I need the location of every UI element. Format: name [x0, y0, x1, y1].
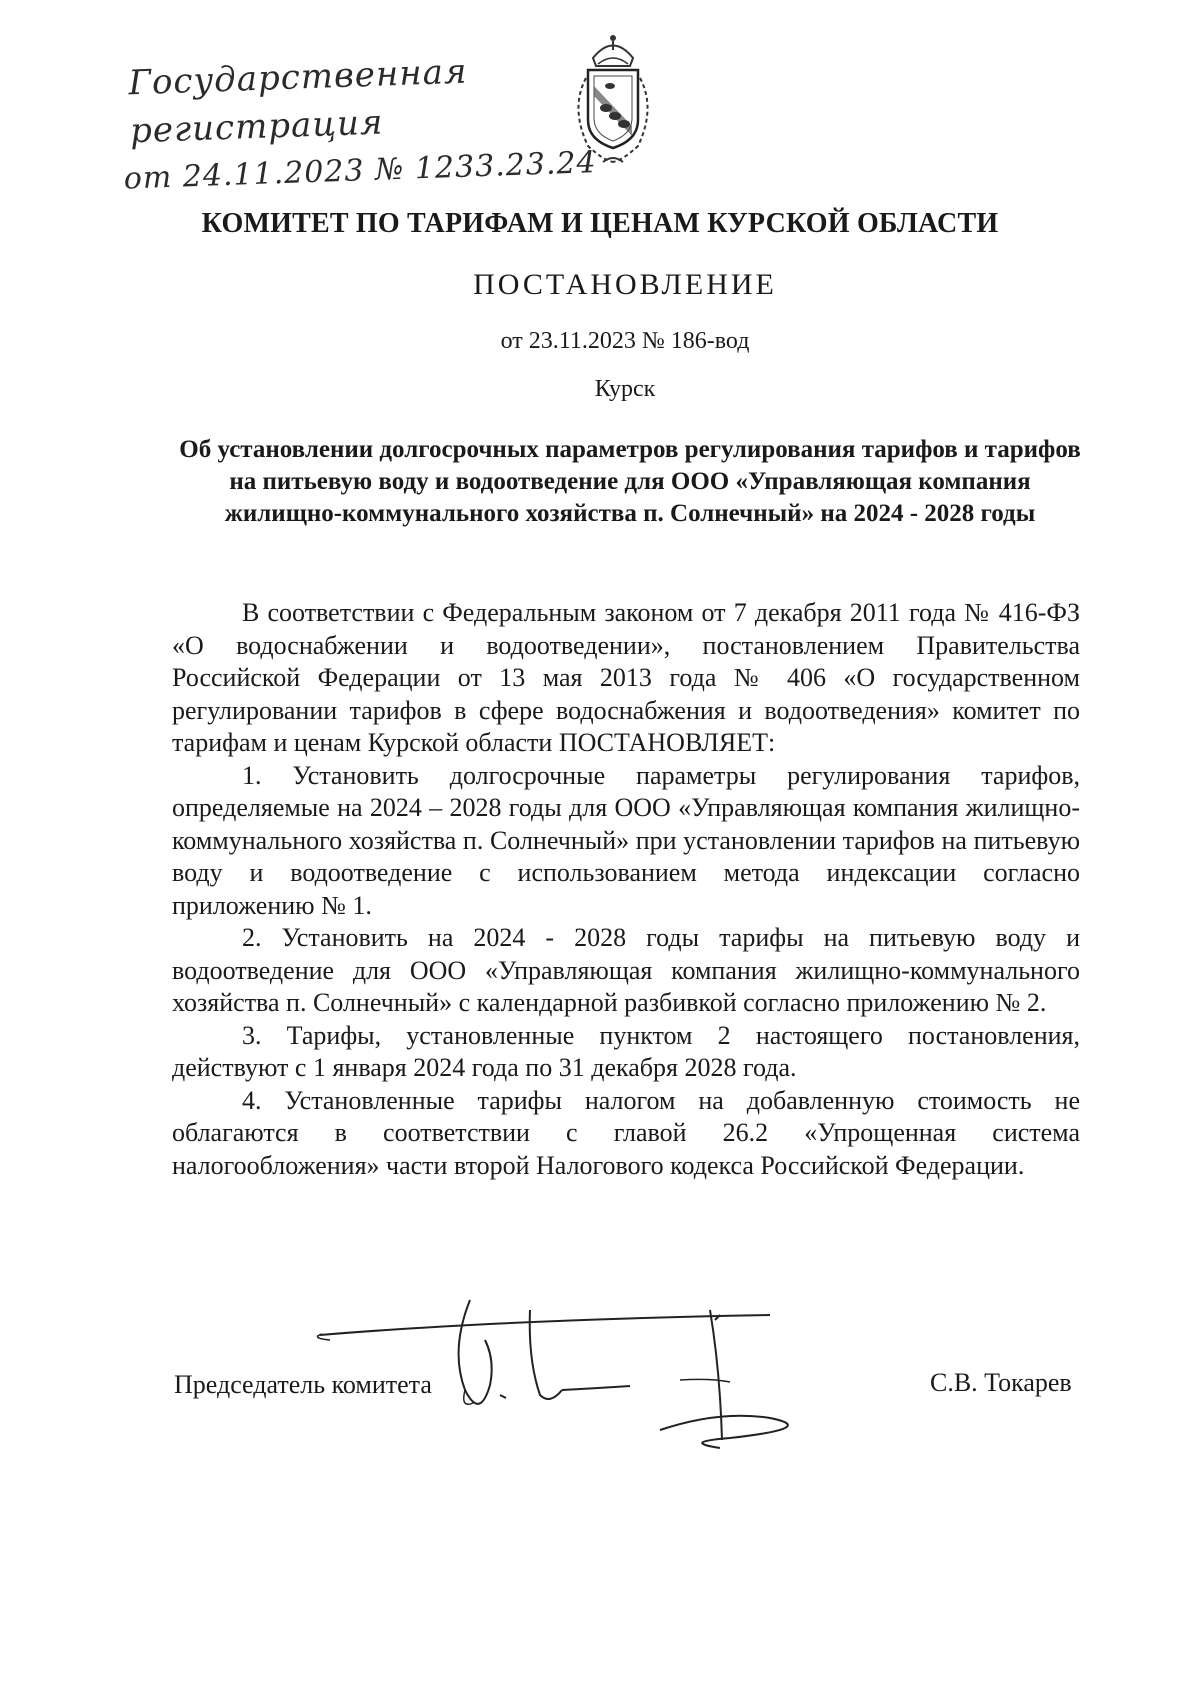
- signatory-position: Председатель комитета: [174, 1370, 432, 1399]
- document-number: от 23.11.2023 № 186-вод: [500, 328, 750, 354]
- paragraph-item-4: 4. Установленные тарифы налогом на добавленную стоимость не облагаются в соответствии с главой 26.2 «Упрощенная система налогообложения» части второй Налогового кодекса Российской Федерации.: [172, 1085, 1080, 1180]
- kursk-coat-of-arms-icon: [558, 28, 668, 168]
- committee-name: КОМИТЕТ ПО ТАРИФАМ И ЦЕНАМ КУРСКОЙ ОБЛАСТИ: [201, 208, 999, 239]
- document-title: Об установлении долгосрочных параметров регулирования тарифов и тарифов на питьевую воду и водоотведение для ООО «Управляющая компания жилищно-коммунального хозяйства п. Солнечный» на 2024 - 2028 годы: [179, 436, 1081, 527]
- document-city: Курск: [594, 376, 656, 402]
- signatory-name: С.В. Токарев: [930, 1368, 1072, 1397]
- document-type: ПОСТАНОВЛЕНИЕ: [473, 268, 777, 301]
- paragraph-item-2: 2. Установить на 2024 - 2028 годы тарифы на питьевую воду и водоотведение для ООО «Управляющая компания жилищно-коммунального хозяйства п. Солнечный» с календарной разбивкой согласно приложению № 2.: [172, 923, 1080, 1017]
- document-body: [172, 597, 1080, 1182]
- registration-note: [123, 45, 598, 204]
- registration-note-line3: от 24.11.2023 № 1233.23.24: [123, 145, 598, 197]
- registration-note-line2: регистрация: [129, 102, 385, 152]
- paragraph-item-1: 1. Установить долгосрочные параметры регулирования тарифов, определяемые на 2024 – 2028 годы для ООО «Управляющая компания жилищно-коммунального хозяйства п. Солнечный» при установлении тарифов на питьевую воду и водоотведение с использованием метода индексации согласно приложению № 1.: [172, 760, 1080, 920]
- paragraph-item-3: 3. Тарифы, установленные пунктом 2 настоящего постановления, действуют с 1 января 2024 года по 31 декабря 2028 года.: [172, 1020, 1080, 1082]
- registration-note-line1: Государственная: [127, 51, 469, 104]
- paragraph-preamble: В соответствии с Федеральным законом от 7 декабря 2011 года № 416-ФЗ «О водоснабжении и водоотведении», постановлением Правительства Российской Федерации от 13 мая 2013 года № 406 «О государственном регулировании тарифов в сфере водоснабжения и водоотведения» комитет по тарифам и ценам Курской области ПОСТАНОВЛЯЕТ:: [172, 598, 1080, 757]
